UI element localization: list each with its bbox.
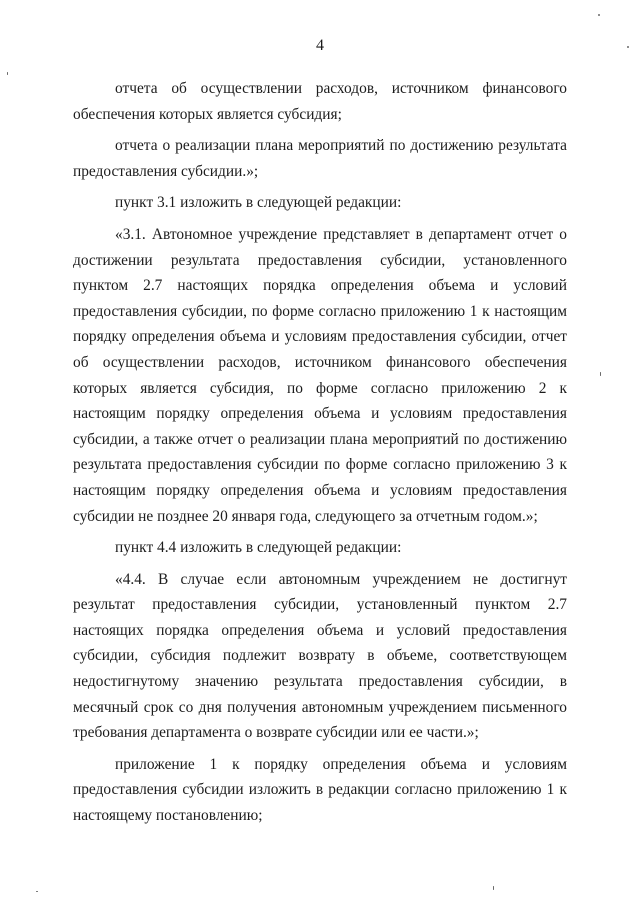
paragraph-appendix-1: приложение 1 к порядку определения объема и условиям предоставления субсидии изложить в редакции согласно приложению 1 к настоящему постановлению; [73, 755, 567, 825]
paragraph-report-plan: отчета о реализации плана мероприятий по достижению результата предоставления субсидии.»; [73, 137, 567, 180]
paragraph-clause-3-1-text: «3.1. Автономное учреждение представляет в департамент отчет о достижении результата предоставления субсидии, установленного пунктом 2.7 настоящих порядка определения объема и условий предоставления субсидии, по форме согласно приложению 1 к настоящим порядку определения объема и условиям предоставления субсидии, отчет об осуществлении расходов, источником финансового обеспечения которых является субсидия, по форме согласно приложению 2 к настоящим порядку определения объема и условиям предоставления субсидии, а также отчет о реализации плана мероприятий по достижению результата предоставления субсидии по форме согласно приложению 3 к настоящим порядку определения объема и условиям предоставления субсидии не позднее 20 января года, следующего за отчетным годом.»; [73, 225, 567, 525]
paragraph-clause-3-1-intro: пункт 3.1 изложить в следующей редакции: [115, 194, 402, 212]
scan-speck [7, 72, 8, 75]
page-number: 4 [316, 37, 324, 54]
scan-speck [493, 886, 494, 890]
paragraph-report-expenses: отчета об осуществлении расходов, источником финансового обеспечения которых является субсидия; [73, 80, 567, 123]
body-text [73, 76, 567, 835]
scan-speck [598, 14, 600, 16]
scan-speck [627, 46, 629, 48]
paragraph-clause-4-4-text: «4.4. В случае если автономным учреждением не достигнут результат предоставления субсидии, установленный пунктом 2.7 настоящих порядка определения объема и условий предоставления субсидии, субсидия подлежит возврату в объеме, соответствующем недостигнутому значению результата предоставления субсидии, в месячный срок со дня получения автономным учреждением письменного требования департамента о возврате субсидии или ее части.»; [73, 570, 567, 742]
paragraph-clause-4-4-intro: пункт 4.4 изложить в следующей редакции: [115, 539, 402, 557]
scan-speck [36, 891, 38, 892]
scan-speck [600, 372, 601, 376]
